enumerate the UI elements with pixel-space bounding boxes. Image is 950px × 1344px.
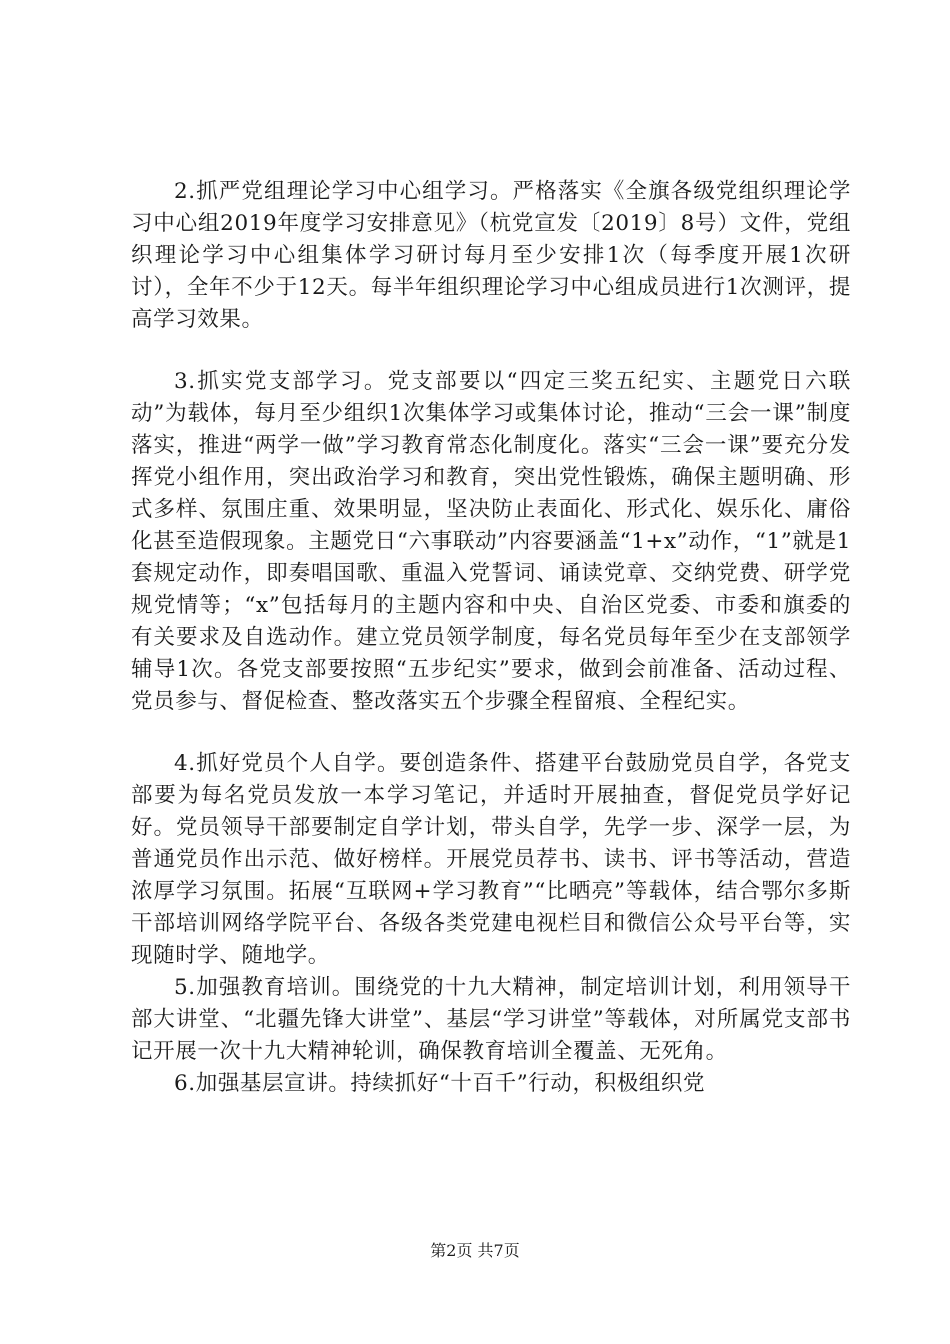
document-body xyxy=(131,176,851,1100)
paragraph-5-education-training: 5.加强教育培训。围绕党的十九大精神，制定培训计划，利用领导干部大讲堂、“北疆先锋大讲堂”、基层“学习讲堂”等载体，对所属党支部书记开展一次十九大精神轮训，确保教育培训全覆盖、无死角。 xyxy=(131,975,851,1064)
paragraph-2-party-group-study: 2.抓严党组理论学习中心组学习。严格落实《全旗各级党组织理论学习中心组2019年度学习安排意见》（杭党宣发〔2019〕8号）文件，党组织理论学习中心组集体学习研讨每月至少安排1次（每季度开展1次研讨），全年不少于12天。每半年组织理论学习中心组成员进行1次测评，提高学习效果。 xyxy=(131,179,851,332)
paragraph-3-branch-study: 3.抓实党支部学习。党支部要以“四定三奖五纪实、主题党日六联动”为载体，每月至少组织1次集体学习或集体讨论，推动“三会一课”制度落实，推进“两学一做”学习教育常态化制度化。落实“三会一课”要充分发挥党小组作用，突出政治学习和教育，突出党性锻炼，确保主题明确、形式多样、氛围庄重、效果明显，坚决防止表面化、形式化、娱乐化、庸俗化甚至造假现象。主题党日“六事联动”内容要涵盖“1+x”动作，“1”就是1套规定动作，即奏唱国歌、重温入党誓词、诵读党章、交纳党费、研学党规党情等；“x”包括每月的主题内容和中央、自治区党委、市委和旗委的有关要求及自选动作。建立党员领学制度，每名党员每年至少在支部领学辅导1次。各党支部要按照“五步纪实”要求，做到会前准备、活动过程、党员参与、督促检查、整改落实五个步骤全程留痕、全程纪实。 xyxy=(131,369,851,714)
page-footer: 第2页 共7页 xyxy=(430,1241,520,1260)
paragraph-6-grassroots-lectures: 6.加强基层宣讲。持续抓好“十百千”行动，积极组织党 xyxy=(174,1071,706,1096)
paragraph-4-self-study: 4.抓好党员个人自学。要创造条件、搭建平台鼓励党员自学，各党支部要为每名党员发放一本学习笔记，并适时开展抽查，督促党员学好记好。党员领导干部要制定自学计划，带头自学，先学一步、深学一层，为普通党员作出示范、做好榜样。开展党员荐书、读书、评书等活动，营造浓厚学习氛围。拓展“互联网+学习教育”“比晒亮”等载体，结合鄂尔多斯干部培训网络学院平台、各级各类党建电视栏目和微信公众号平台等，实现随时学、随地学。 xyxy=(131,751,851,968)
